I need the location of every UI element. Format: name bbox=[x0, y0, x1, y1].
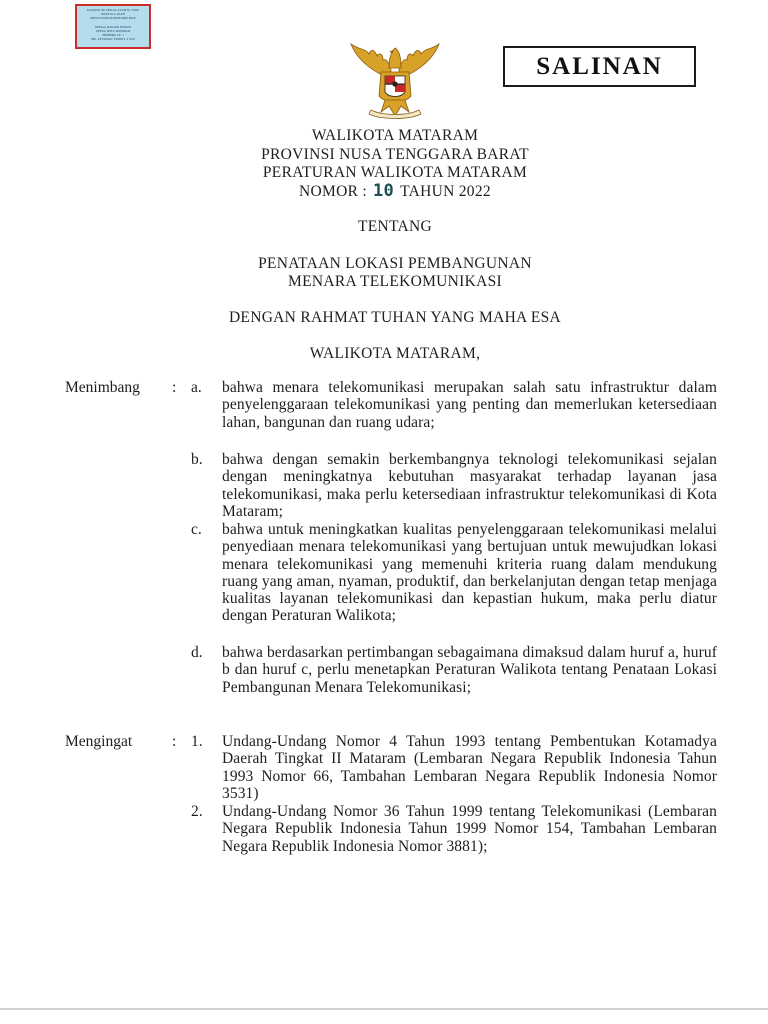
menimbang-item-d: bahwa berdasarkan pertimbangan sebagaimana dimaksud dalam huruf a, huruf b dan huruf c, perlu menetapkan Peraturan Walikota tentang Penataan Lokasi Pembangunan Menara Telekomunikasi; bbox=[222, 644, 717, 696]
regulation-title-line2: MENARA TELEKOMUNIKASI bbox=[288, 273, 502, 290]
nomor-label: NOMOR : bbox=[299, 183, 367, 200]
mengingat-item-1: Undang-Undang Nomor 4 Tahun 1993 tentang Pembentukan Kotamadya Daerah Tingkat II Mataram (Lembaran Negara Republik Indonesia Tahun 1993 Nomor 66, Tambahan Lembaran Negara Republik Indonesia Nomor 3531) bbox=[222, 733, 717, 802]
verification-stamp bbox=[75, 4, 151, 49]
tentang-label: TENTANG bbox=[357, 218, 433, 235]
list-marker: c. bbox=[191, 521, 202, 538]
list-marker: b. bbox=[191, 451, 203, 468]
stamp-line: NIP. 19750607 200003 1 012 bbox=[91, 37, 135, 41]
list-marker: 1. bbox=[191, 733, 203, 750]
regulation-type: PERATURAN WALIKOTA MATARAM bbox=[262, 164, 528, 181]
stamp-line: DIKELOLA OLEH bbox=[101, 12, 125, 16]
list-marker: d. bbox=[191, 644, 203, 661]
stamp-line: PEMBINA TK. I bbox=[102, 33, 124, 37]
menimbang-label: Menimbang bbox=[65, 379, 140, 396]
tahun-label: TAHUN 2022 bbox=[400, 183, 491, 200]
menimbang-item-c: bahwa untuk meningkatkan kualitas penyelenggaraan telekomunikasi melalui penyediaan menara telekomunikasi yang bertujuan untuk mewujudkan lokasi menara telekomunikasi yang memenuhi kriteria ruang dalam mendukung ruang yang aman, nyaman, produktif, dan berkelanjutan dengan tetap menjaga kualitas layanan telekomunikasi dan kepastian hukum, maka perlu diatur dengan Peraturan Walikota; bbox=[222, 521, 717, 625]
salinan-badge bbox=[503, 46, 696, 87]
stamp-line: SETDA KOTA MATARAM bbox=[95, 29, 131, 33]
province-title: PROVINSI NUSA TENGGARA BARAT bbox=[261, 146, 529, 163]
mengingat-label: Mengingat bbox=[65, 733, 133, 750]
walikota-line: WALIKOTA MATARAM, bbox=[309, 345, 481, 362]
salinan-label: SALINAN bbox=[536, 52, 663, 80]
garuda-emblem-icon bbox=[345, 38, 445, 124]
menimbang-item-b: bahwa dengan semakin berkembangnya teknologi telekomunikasi sejalan dengan meningkatnya kebutuhan masyarakat terhadap layanan jasa telekomunikasi, maka perlu ketersediaan infrastruktur telekomunikasi di Kota Mataram; bbox=[222, 451, 717, 520]
nomor-handwritten-value: 10 bbox=[373, 181, 395, 201]
regulation-number bbox=[180, 182, 610, 201]
stamp-line: KEPALA BAGIAN HUKUM bbox=[95, 25, 131, 29]
menimbang-item-a: bahwa menara telekomunikasi merupakan salah satu infrastruktur dalam penyelenggaraan telekomunikasi yang penting dan memerlukan ketersediaan lahan, bangunan dan ruang udara; bbox=[222, 379, 717, 431]
stamp-line: KEPUTUSAN ELEKTRONIK BSrE bbox=[90, 16, 136, 20]
page-edge bbox=[0, 1008, 768, 1010]
menimbang-colon: : bbox=[172, 379, 177, 396]
issuer-title: WALIKOTA MATARAM bbox=[311, 127, 479, 144]
regulation-title-line1: PENATAAN LOKASI PEMBANGUNAN bbox=[258, 255, 532, 272]
rahmat-line: DENGAN RAHMAT TUHAN YANG MAHA ESA bbox=[228, 309, 562, 326]
list-marker: a. bbox=[191, 379, 202, 396]
stamp-line: SALINAN INI SESUAI ASLINYA YANG bbox=[86, 8, 140, 12]
list-marker: 2. bbox=[191, 803, 203, 820]
mengingat-colon: : bbox=[172, 733, 177, 750]
mengingat-item-2: Undang-Undang Nomor 36 Tahun 1999 tentang Telekomunikasi (Lembaran Negara Republik Indonesia Tahun 1999 Nomor 154, Tambahan Lembaran Negara Republik Indonesia Nomor 3881); bbox=[222, 803, 717, 855]
